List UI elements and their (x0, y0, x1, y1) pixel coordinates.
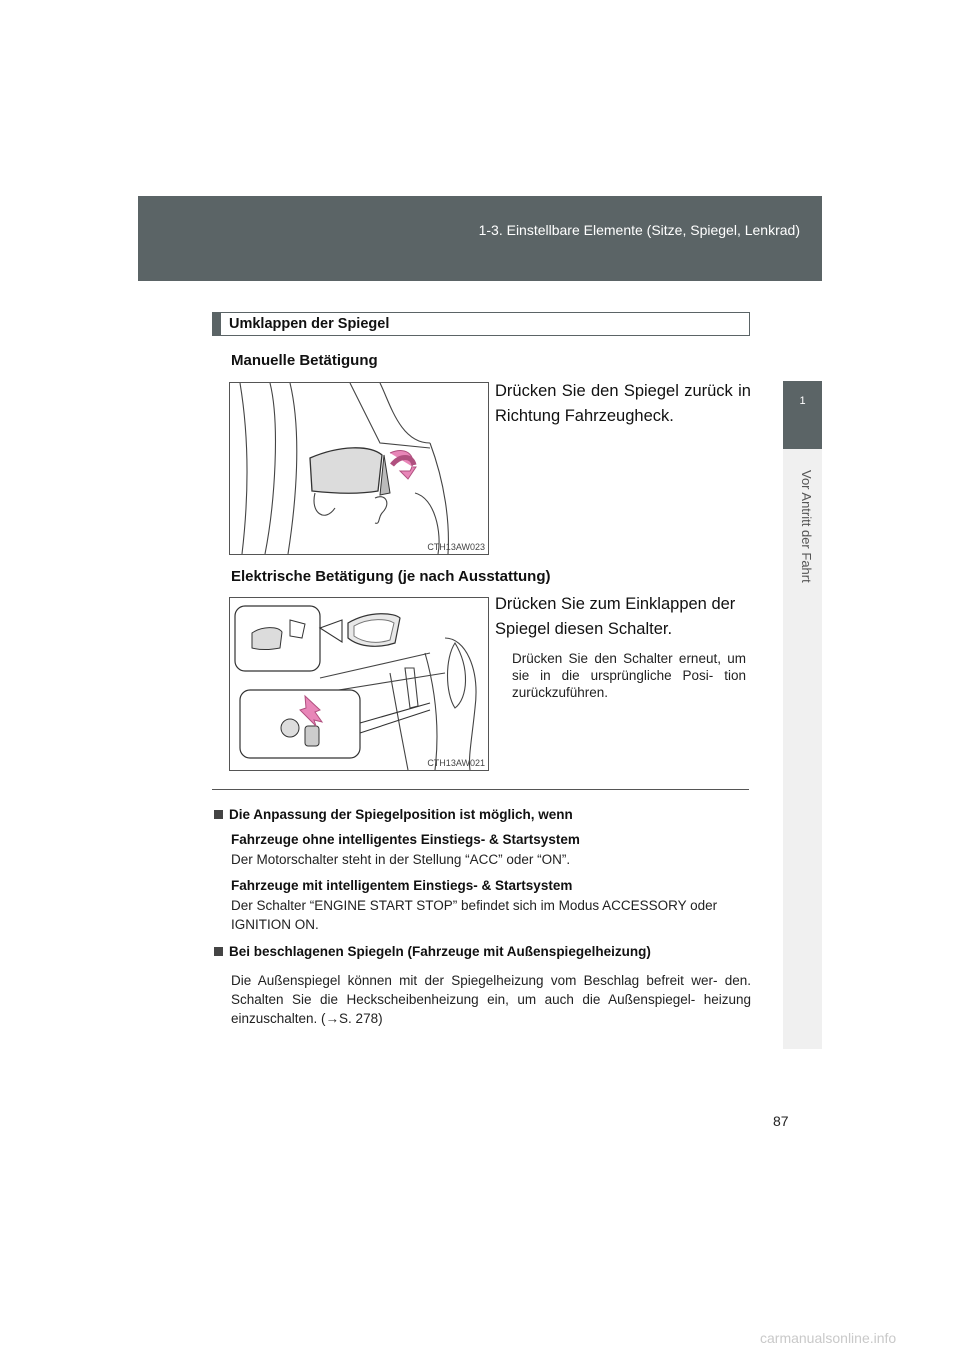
section-title-box (212, 312, 750, 336)
electric-text: Drücken Sie zum Einklappen der Spiegel diesen Schalter. (495, 595, 736, 638)
note-sub-with-smart: Fahrzeuge mit intelligentem Einstiegs- & Startsystem (231, 878, 573, 893)
electric-note: Drücken Sie den Schalter erneut, um sie in die ursprüngliche Posi- tion zurückzuführen. (512, 651, 746, 700)
square-bullet-icon (214, 947, 223, 956)
header-title: 1-3. Einstellbare Elemente (Sitze, Spiegel, Lenkrad) (478, 222, 800, 238)
note-heading-fogged (214, 944, 651, 959)
electric-figure (229, 597, 489, 771)
manual-title: Manuelle Betätigung (231, 352, 378, 369)
chapter-tab (783, 381, 822, 449)
electric-switch-illustration (230, 598, 488, 770)
watermark: carmanualsonline.info (760, 1330, 897, 1346)
note-sub-without-smart: Fahrzeuge ohne intelligentes Einstiegs- & Startsystem (231, 832, 580, 847)
electric-title: Elektrische Betätigung (je nach Ausstattung) (231, 568, 551, 585)
note-heading-fogged-text: Bei beschlagenen Spiegeln (Fahrzeuge mit Außenspiegelheizung) (229, 944, 651, 959)
page-number: 87 (773, 1113, 789, 1129)
section-divider (212, 789, 749, 790)
note-text-without-smart: Der Motorschalter steht in der Stellung “ACC” oder “ON”. (231, 852, 571, 867)
note-heading-adjustment-text: Die Anpassung der Spiegelposition ist möglich, wenn (229, 807, 573, 822)
section-marker (213, 313, 221, 335)
header-bar (138, 196, 822, 281)
section-title: Umklappen der Spiegel (229, 316, 390, 332)
chapter-number: 1 (799, 395, 806, 407)
electric-figure-code: CTH13AW021 (427, 758, 485, 768)
note-heading-adjustment (214, 807, 573, 822)
square-bullet-icon (214, 810, 223, 819)
chapter-label: Vor Antritt der Fahrt (799, 470, 814, 583)
manual-text: Drücken Sie den Spiegel zurück in Richtung Fahrzeugheck. (495, 382, 751, 425)
manual-figure (229, 382, 489, 555)
manual-mirror-illustration (230, 383, 488, 554)
note-text-fogged: Die Außenspiegel können mit der Spiegelheizung vom Beschlag befreit wer- den. Schalten Sie die Heckscheibenheizung ein, um auch die Außenspiegel- heizung einzuschalten. (→S. 278) (231, 973, 751, 1026)
manual-figure-code: CTH13AW023 (427, 542, 485, 552)
note-text-with-smart: Der Schalter “ENGINE START STOP” befindet sich im Modus ACCESSORY oder IGNITION ON. (231, 898, 718, 932)
